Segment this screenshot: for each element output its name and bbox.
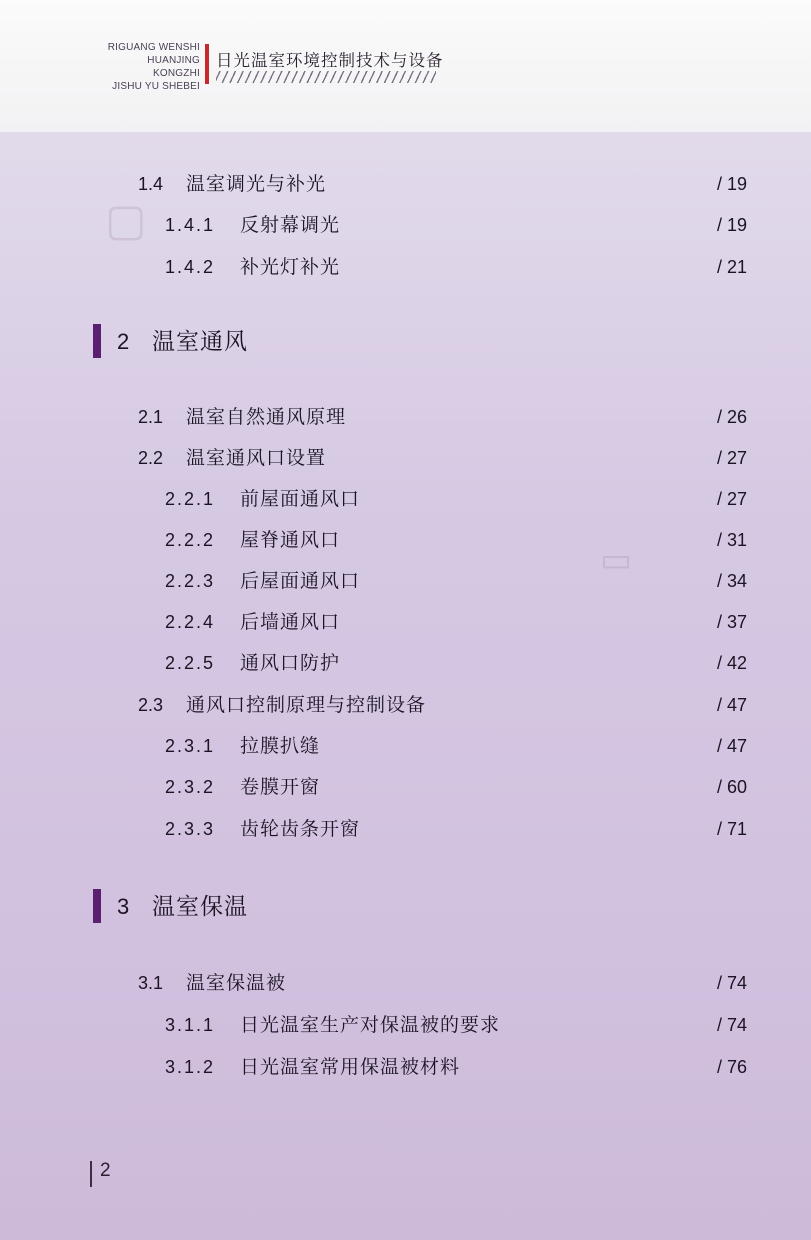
toc-page: / 76 [716, 1057, 747, 1077]
toc-title: 后墙通风口 [240, 611, 341, 633]
toc-entry[interactable] [0, 482, 811, 516]
toc-entry[interactable] [0, 208, 811, 242]
toc-number: 1.4.2 [165, 257, 216, 277]
toc-page: / 19 [716, 215, 747, 235]
toc-title: 通风口控制原理与控制设备 [186, 694, 427, 716]
toc-entry[interactable] [0, 1008, 811, 1042]
toc-entry[interactable] [0, 441, 811, 475]
toc-number: 1.4.1 [165, 215, 216, 235]
toc-number: 2.2.3 [165, 571, 216, 591]
toc-title: 温室通风口设置 [186, 447, 327, 469]
toc-page: / 74 [716, 973, 747, 993]
chapter-number: 2 [117, 329, 130, 354]
book-title: 日光温室环境控制技术与设备 [216, 51, 444, 70]
toc-title: 前屋面通风口 [240, 488, 361, 510]
toc-page: / 34 [716, 571, 747, 591]
toc-page: / 31 [716, 530, 747, 550]
toc-page: / 27 [716, 448, 747, 468]
toc-page: / 42 [716, 653, 747, 673]
header-hatch-decoration [216, 71, 436, 83]
toc-number: 2.2.4 [165, 612, 216, 632]
toc-entry[interactable] [0, 729, 811, 763]
toc-entry[interactable] [0, 966, 811, 1000]
toc-entry[interactable] [0, 688, 811, 722]
toc-title: 齿轮齿条开窗 [240, 818, 361, 840]
toc-number: 2.3.3 [165, 819, 216, 839]
toc-number: 2.2.2 [165, 530, 216, 550]
toc-page: / 26 [716, 407, 747, 427]
toc-title: 温室调光与补光 [186, 173, 327, 195]
toc-entry[interactable] [0, 167, 811, 201]
toc-number: 2.3.1 [165, 736, 216, 756]
toc-number: 3.1 [138, 973, 164, 993]
toc-page: / 60 [716, 777, 747, 797]
series-line-2: HUANJING KONGZHI [147, 55, 200, 79]
toc-entry[interactable] [0, 605, 811, 639]
series-line-1: RIGUANG WENSHI [107, 42, 200, 53]
chapter-title: 温室通风 [152, 329, 248, 355]
toc-title: 后屋面通风口 [240, 570, 361, 592]
toc-number: 2.2.5 [165, 653, 216, 673]
toc-title: 温室自然通风原理 [186, 406, 347, 428]
toc-entry[interactable] [0, 564, 811, 598]
show-through-texture: ▢ [105, 195, 147, 246]
toc-title: 日光温室常用保温被材料 [240, 1056, 461, 1078]
toc-title: 温室保温被 [186, 972, 287, 994]
series-name-english [104, 41, 200, 93]
series-line-3: JISHU YU SHEBEI [112, 81, 200, 92]
show-through-texture: ▭ [600, 540, 633, 580]
toc-page: / 47 [716, 736, 747, 756]
toc-page: / 21 [716, 257, 747, 277]
toc-page: / 37 [716, 612, 747, 632]
toc-entry[interactable] [0, 250, 811, 284]
toc-page: / 71 [716, 819, 747, 839]
toc-title: 通风口防护 [240, 652, 341, 674]
toc-entry[interactable] [0, 400, 811, 434]
toc-number: 1.4 [138, 174, 164, 194]
chapter-heading[interactable] [0, 887, 811, 927]
header-red-bar [205, 44, 209, 84]
toc-number: 3.1.1 [165, 1015, 216, 1035]
footer-divider [90, 1161, 92, 1187]
chapter-title: 温室保温 [152, 894, 248, 920]
chapter-heading[interactable] [0, 322, 811, 362]
toc-number: 2.1 [138, 407, 164, 427]
toc-entry[interactable] [0, 770, 811, 804]
toc-title: 反射幕调光 [240, 214, 341, 236]
chapter-number: 3 [117, 894, 130, 919]
chapter-marker-bar [93, 324, 101, 358]
toc-page: / 19 [716, 174, 747, 194]
toc-title: 补光灯补光 [240, 256, 341, 278]
toc-page: / 27 [716, 489, 747, 509]
toc-entry[interactable] [0, 1050, 811, 1084]
toc-page: / 74 [716, 1015, 747, 1035]
toc-number: 2.3 [138, 695, 164, 715]
page-number: 2 [100, 1160, 111, 1181]
toc-number: 3.1.2 [165, 1057, 216, 1077]
toc-entry[interactable] [0, 646, 811, 680]
toc-title: 屋脊通风口 [240, 529, 341, 551]
toc-number: 2.3.2 [165, 777, 216, 797]
toc-title: 卷膜开窗 [240, 776, 321, 798]
toc-title: 日光温室生产对保温被的要求 [240, 1014, 501, 1036]
toc-number: 2.2.1 [165, 489, 216, 509]
toc-number: 2.2 [138, 448, 164, 468]
toc-entry[interactable] [0, 523, 811, 557]
chapter-marker-bar [93, 889, 101, 923]
toc-page: / 47 [716, 695, 747, 715]
toc-title: 拉膜扒缝 [240, 735, 321, 757]
toc-entry[interactable] [0, 812, 811, 846]
